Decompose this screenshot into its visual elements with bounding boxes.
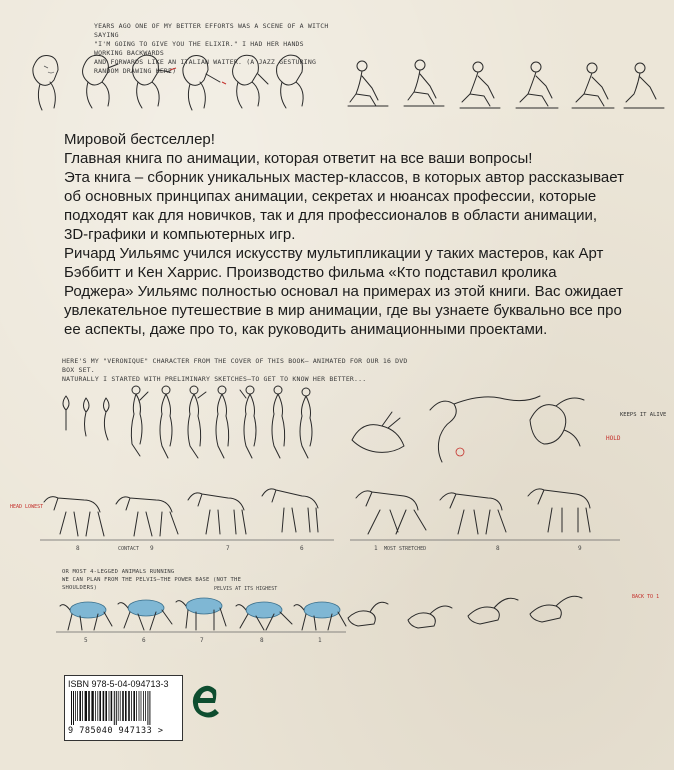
barcode-bar [85,691,87,721]
barcode-bar [122,691,124,721]
barcode-bar [116,691,117,725]
seated-figure-5 [572,63,614,108]
eksmo-logo-icon [192,684,222,720]
keeps-alive-label: KEEPS IT ALIVE [620,412,667,418]
barcode-bar [109,691,110,721]
veronique-closeup-sketch [530,398,584,446]
veronique-figure-4 [216,386,229,458]
barcode-bar [141,691,142,721]
veronique-figure-5 [240,386,256,458]
dog-frame-label-5: 1 [318,637,322,644]
veronique-figure-7 [300,388,312,458]
dog-frame-4 [236,602,292,630]
dog-frame-label-2: 6 [142,637,146,644]
barcode-bar [75,691,76,721]
horse1-frame-label-5: 6 [300,545,304,552]
dog-squirrel-run-cycle [0,584,674,648]
squirrel-frame-2 [408,606,452,628]
barcode-bar [79,691,81,721]
most-stretched-label: MOST STRETCHED [384,546,427,552]
dog-frame-label-3: 7 [200,637,204,644]
barcode-bar [91,691,93,721]
barcode-bar [88,691,90,721]
pelvis-highest-note: PELVIS AT ITS HIGHEST [214,586,278,592]
top-note-line-3: AND FORWARDS LIKE AN ITALIAN WAITER. (A JAZZ GESTURING RANDOM DRAWING HERE) [94,58,317,75]
seated-figure-1 [348,61,388,106]
witch-figure-2 [83,55,118,108]
barcode-image [69,691,177,725]
witch-figure-1 [33,56,58,111]
barcode-bar [128,691,130,721]
dog-frame-1 [60,602,112,630]
barcode-bar [95,691,96,721]
squirrel-frame-1 [348,602,388,626]
horse-frame-2 [116,497,178,536]
barcode-bar [125,691,127,721]
veronique-note-line-1: HERE'S MY "VERONIQUE" CHARACTER FROM THE COVER OF THIS BOOK— ANIMATED FOR OUR 16 DVD BOX SET. [62,357,408,374]
barcode-bar [71,691,72,725]
veronique-figure-3 [188,386,206,458]
veronique-rough-1 [63,396,69,430]
barcode-bar [133,691,135,721]
horse-trot-3 [528,489,590,532]
horse-frame-1 [44,497,104,536]
isbn-label: ISBN 978-5-04-094713-3 [68,679,169,689]
horse1-frame-label-2: CONTACT [118,546,140,552]
barcode-bar [82,691,83,721]
barcode-digits: 9 785040 947133 > [68,726,164,736]
horse1-frame-label-3: 9 [150,545,154,552]
seated-figure-3 [460,62,500,108]
horse2-frame-label-1: 1 [374,545,378,552]
barcode-bar [77,691,78,721]
veronique-rough-2 [84,398,90,436]
hand-sketch [352,412,404,452]
squirrel-frame-4 [530,596,582,622]
barcode-bar [99,691,101,721]
barcode-bar [105,691,107,721]
veronique-rough-3 [104,398,110,440]
head-lowest-note: HEAD LOWEST [10,504,44,510]
blurb-headline: Мировой бестселлер! [64,131,215,148]
barcode-bar [114,691,115,725]
barcode-bar [145,691,146,721]
pelvis-plan-line: WE CAN PLAN FROM THE PELVIS—THE POWER BASE (NOT THE SHOULDERS) [62,577,242,591]
blurb-subheadline: Главная книга по анимации, которая ответит на все ваши вопросы! [64,150,533,167]
seated-figure-4 [516,62,558,108]
book-description [64,130,624,339]
squirrel-frame-3 [468,598,518,624]
veronique-figure-2 [160,386,172,458]
blurb-paragraph-1: Эта книга – сборник уникальных мастер-классов, в которых автор рассказывает об основных принципах анимации, секретах и нюансах профессии, которые подходят как для новичков, так и для профессионалов в области анимации, 3D-графики и компьютерных игр. [64,169,624,243]
horse1-frame-label-4: 7 [226,545,230,552]
horse2-frame-label-4: 8 [496,545,500,552]
barcode-bar [131,691,132,721]
back-to-one-note: BACK TO 1 [632,594,660,600]
dog-frame-label-4: 8 [260,637,264,644]
veronique-profile-sketch [430,396,540,462]
barcode-bar [73,691,74,725]
witch-figure-3 [133,55,176,108]
barcode-bar [136,691,137,721]
dog-frame-2 [118,600,172,630]
four-legged-line: OR MOST 4-LEGGED ANIMALS RUNNING [62,569,175,575]
barcode-bar [118,691,119,721]
hold-label: HOLD [606,435,621,442]
dog-frame-label-1: 5 [84,637,88,644]
seated-figure-6 [624,63,664,108]
horse-trot-1 [356,491,426,534]
blurb-paragraph-2: Ричард Уильямс учился искусству мультипликации у таких мастеров, как Арт Бэббитт и Кен Харрис. Производство фильма «Кто подставил кролика Роджера» Уильямс полностью основал на примерах из этой книги. Вас ожидает увлекательное путешествие в мир анимации, где вы узнаете буквально все про ее аспекты, даже про то, как руководить анимационными проектами. [64,245,624,338]
horse1-frame-label-1: 8 [76,545,80,552]
seated-figure-2 [404,60,444,106]
witch-sketch-sequence [0,48,674,128]
barcode-bar [147,691,148,725]
top-note-line-1: YEARS AGO ONE OF MY BETTER EFFORTS WAS A SCENE OF A WITCH SAYING [94,22,329,39]
barcode-bar [139,691,140,721]
witch-figure-5 [233,55,268,108]
isbn-barcode-block [64,675,183,741]
witch-figure-4 [183,56,226,111]
witch-figure-6 [277,55,304,108]
horse2-frame-label-5: 9 [578,545,582,552]
veronique-figure-1 [131,386,148,456]
dog-frame-3 [176,598,226,630]
barcode-bar [111,691,113,721]
veronique-figure-6 [272,386,285,458]
veronique-sketch-sequence [0,380,674,470]
barcode-bar [120,691,121,721]
top-note-line-2: "I'M GOING TO GIVE YOU THE ELIXIR." I HAD HER HANDS WORKING BACKWARDS [94,40,304,57]
horse-trot-2 [440,493,506,534]
veronique-note-line-2: NATURALLY I STARTED WITH PRELIMINARY SKETCHES—TO GET TO KNOW HER BETTER... [62,375,367,383]
dog-frame-5 [294,602,346,630]
barcode-bar [103,691,105,721]
barcode-bar [97,691,98,721]
horse-walk-cycle [0,478,674,558]
barcode-bar [143,691,144,721]
barcode-bar [149,691,150,725]
horse-frame-3 [188,493,246,534]
horse-frame-4 [262,489,318,532]
